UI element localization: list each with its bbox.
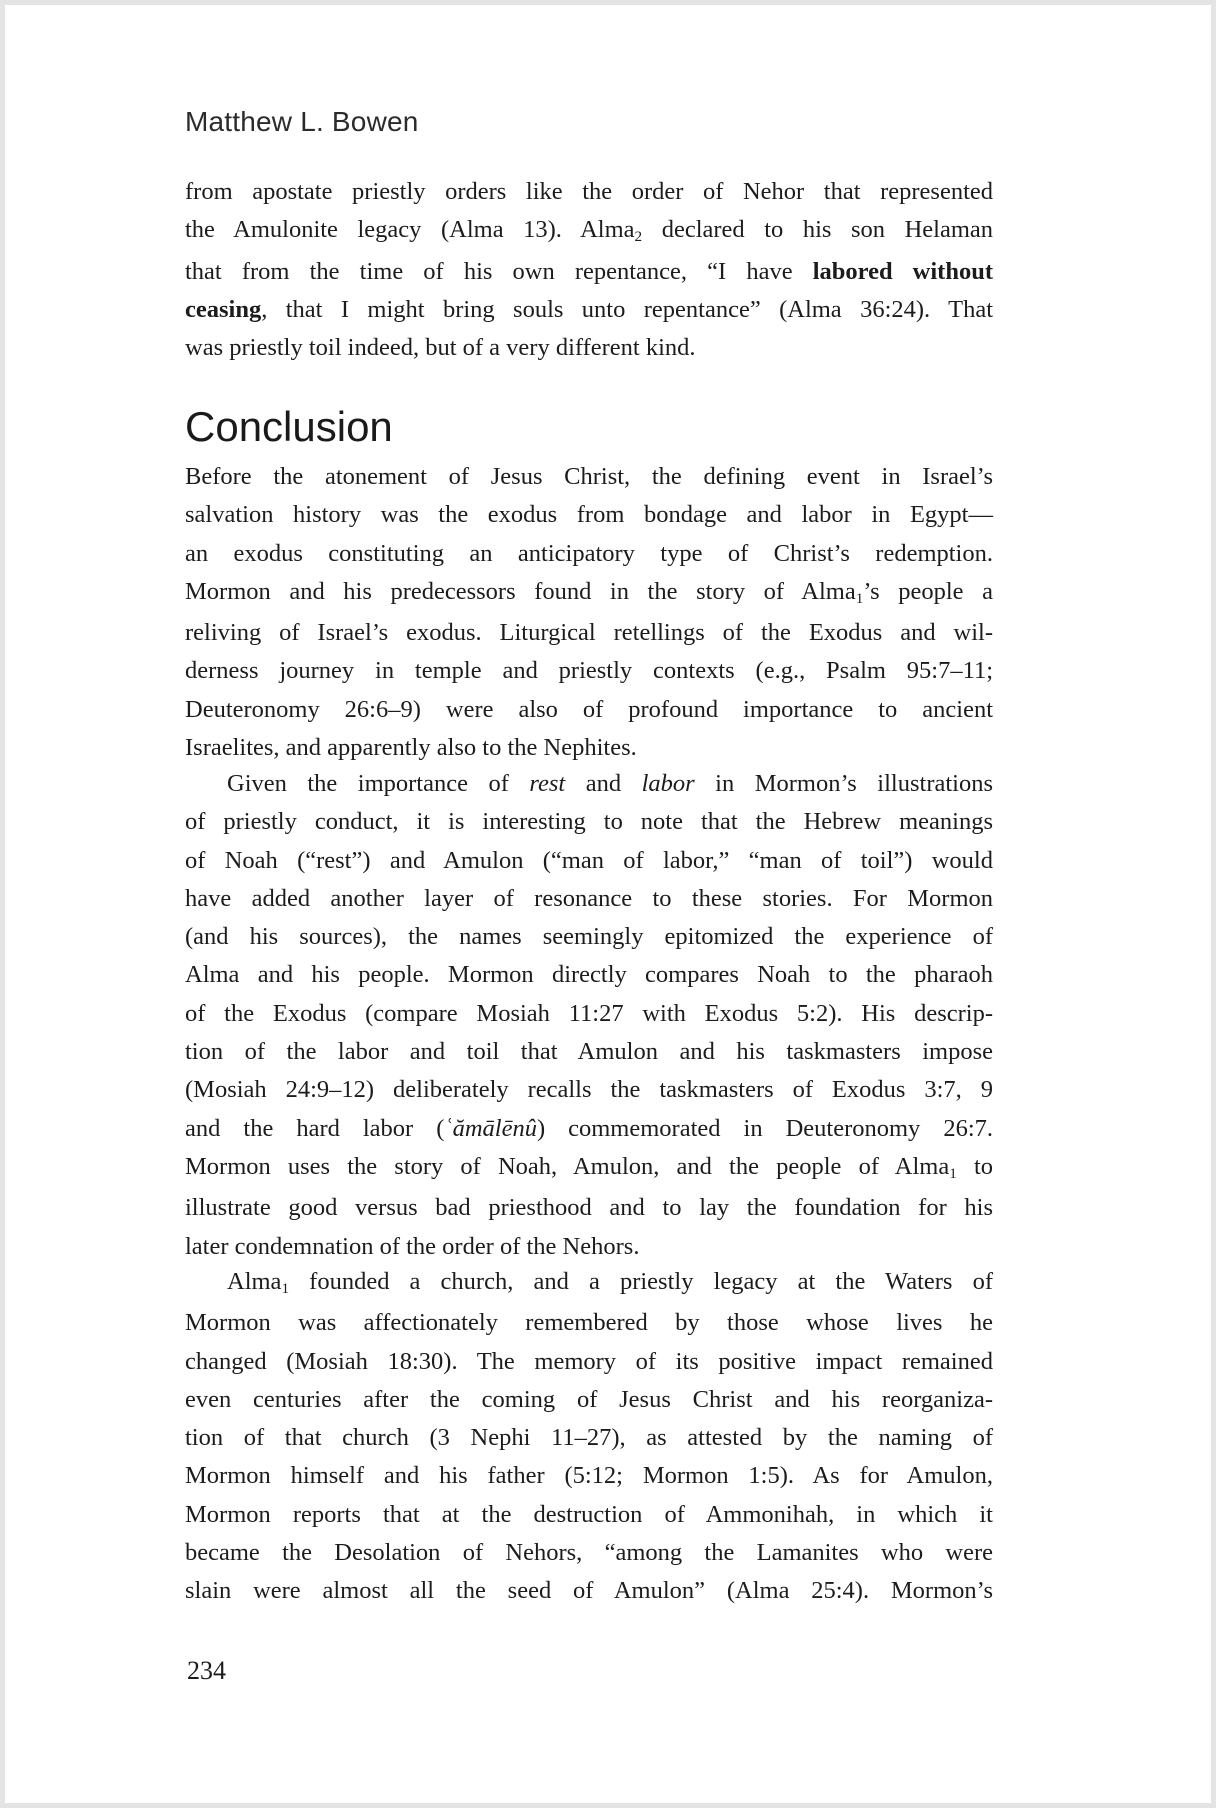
text-line <box>185 1228 993 1266</box>
text-segment: of priestly conduct, it is interesting to note that the Hebrew meanings <box>185 808 993 836</box>
text-segment: tion of that church (3 Nephi 11–27), as attested by the naming of <box>185 1424 993 1452</box>
paragraph <box>185 1263 993 1611</box>
text-segment: Mormon reports that at the destruction of Ammonihah, in which it <box>185 1500 993 1528</box>
text-segment: ’s people a <box>863 577 993 605</box>
paragraph <box>185 765 993 1266</box>
text-line <box>185 329 993 367</box>
text-segment: became the Desolation of Nehors, “among the Lamanites who were <box>185 1539 993 1567</box>
text-line <box>185 918 993 956</box>
text-segment: labor <box>641 770 695 797</box>
text-segment: to <box>956 1152 993 1180</box>
text-segment: was priestly toil indeed, but of a very different kind. <box>185 334 696 362</box>
text-line <box>185 535 993 573</box>
section-heading: Conclusion <box>185 403 393 450</box>
text-segment: founded a church, and a priestly legacy at the Waters of <box>289 1268 993 1295</box>
text-segment: derness journey in temple and priestly contexts (e.g., Psalm 95:7–11; <box>185 657 993 685</box>
text-segment: illustrate good versus bad priesthood and to lay the foundation for his <box>185 1194 993 1222</box>
text-segment: from apostate priestly orders like the order of Nehor that represented <box>185 178 993 205</box>
text-segment: Mormon was affectionately remembered by those whose lives he <box>185 1309 993 1337</box>
text-line <box>185 1457 993 1495</box>
text-line <box>185 1496 993 1534</box>
text-line <box>185 803 993 841</box>
text-segment: ) commemorated in Deuteronomy 26:7. <box>536 1114 994 1142</box>
text-segment: rest <box>529 770 566 797</box>
text-segment: 1 <box>949 1165 957 1183</box>
text-segment: in Mormon’s illustrations <box>694 770 994 797</box>
text-line <box>185 765 993 803</box>
text-segment: , that I might bring souls unto repentance” (Alma 36:24). That <box>261 295 993 323</box>
text-segment: ceasing <box>185 295 262 323</box>
text-line <box>185 1381 993 1419</box>
text-segment: tion of the labor and toil that Amulon and his taskmasters impose <box>185 1038 993 1066</box>
text-segment: labored without <box>812 257 994 285</box>
running-header-author: Matthew L. Bowen <box>185 106 419 137</box>
text-line <box>185 1263 993 1304</box>
text-segment: and the hard labor ( <box>185 1114 445 1142</box>
text-line <box>185 253 993 291</box>
text-segment: Alma <box>227 1268 282 1295</box>
text-segment: changed (Mosiah 18:30). The memory of its positive impact remained <box>185 1347 993 1375</box>
text-segment: (and his sources), the names seemingly epitomized the experience of <box>185 923 993 951</box>
text-line <box>185 1071 993 1109</box>
text-segment: Mormon and his predecessors found in the story of Alma <box>185 577 856 605</box>
text-line <box>185 496 993 534</box>
text-line <box>185 691 993 729</box>
text-line <box>185 995 993 1033</box>
text-line <box>185 1419 993 1457</box>
text-line <box>185 1343 993 1381</box>
text-segment: Alma and his people. Mormon directly compares Noah to the pharaoh <box>185 961 993 989</box>
text-line <box>185 652 993 690</box>
text-line <box>185 1534 993 1572</box>
text-line <box>185 211 993 252</box>
text-line <box>185 729 993 767</box>
text-line <box>185 880 993 918</box>
text-segment: salvation history was the exodus from bondage and labor in Egypt— <box>185 501 993 529</box>
text-segment: Israelites, and apparently also to the Nephites. <box>185 734 637 762</box>
text-segment: Mormon uses the story of Noah, Amulon, and the people of Alma <box>185 1152 950 1180</box>
text-segment: declared to his son Helaman <box>642 216 993 244</box>
text-line <box>185 614 993 652</box>
text-line <box>185 842 993 880</box>
text-line <box>185 1148 993 1189</box>
text-line <box>185 573 993 614</box>
text-segment: and <box>565 770 642 797</box>
text-segment: (Mosiah 24:9–12) deliberately recalls the taskmasters of Exodus 3:7, 9 <box>185 1076 993 1104</box>
text-line <box>185 1572 993 1610</box>
text-segment: 1 <box>281 1280 290 1298</box>
text-segment: 1 <box>855 589 864 607</box>
text-segment: an exodus constituting an anticipatory type of Christ’s redemption. <box>185 539 993 567</box>
paragraph <box>185 458 993 767</box>
page-number: 234 <box>187 1656 226 1685</box>
text-line <box>185 173 993 211</box>
text-segment: ʿămālēnû <box>444 1114 537 1142</box>
text-line <box>185 458 993 496</box>
text-segment: Mormon himself and his father (5:12; Mormon 1:5). As for Amulon, <box>185 1462 993 1490</box>
text-line <box>185 956 993 994</box>
text-segment: Given the importance of <box>227 770 530 797</box>
text-line <box>185 1189 993 1227</box>
text-segment: have added another layer of resonance to these stories. For Mormon <box>185 884 993 912</box>
text-line <box>185 1110 993 1148</box>
text-segment: of the Exodus (compare Mosiah 11:27 with Exodus 5:2). His descrip- <box>185 999 993 1027</box>
text-segment: slain were almost all the seed of Amulon” (Alma 25:4). Mormon’s <box>185 1577 993 1605</box>
text-segment: even centuries after the coming of Jesus Christ and his reorganiza- <box>185 1385 993 1413</box>
text-segment: Deuteronomy 26:6–9) were also of profound importance to ancient <box>185 695 993 723</box>
text-segment: 2 <box>634 228 643 246</box>
text-line <box>185 1304 993 1342</box>
text-line <box>185 291 993 329</box>
text-segment: that from the time of his own repentance, “I have <box>185 257 813 285</box>
paragraph <box>185 173 993 367</box>
text-segment: reliving of Israel’s exodus. Liturgical retellings of the Exodus and wil- <box>185 619 993 647</box>
text-line <box>185 1033 993 1071</box>
text-segment: later condemnation of the order of the Nehors. <box>185 1232 640 1260</box>
text-segment: of Noah (“rest”) and Amulon (“man of labor,” “man of toil”) would <box>185 846 993 874</box>
text-segment: the Amulonite legacy (Alma 13). Alma <box>185 216 635 244</box>
text-segment: Before the atonement of Jesus Christ, the defining event in Israel’s <box>185 463 993 490</box>
